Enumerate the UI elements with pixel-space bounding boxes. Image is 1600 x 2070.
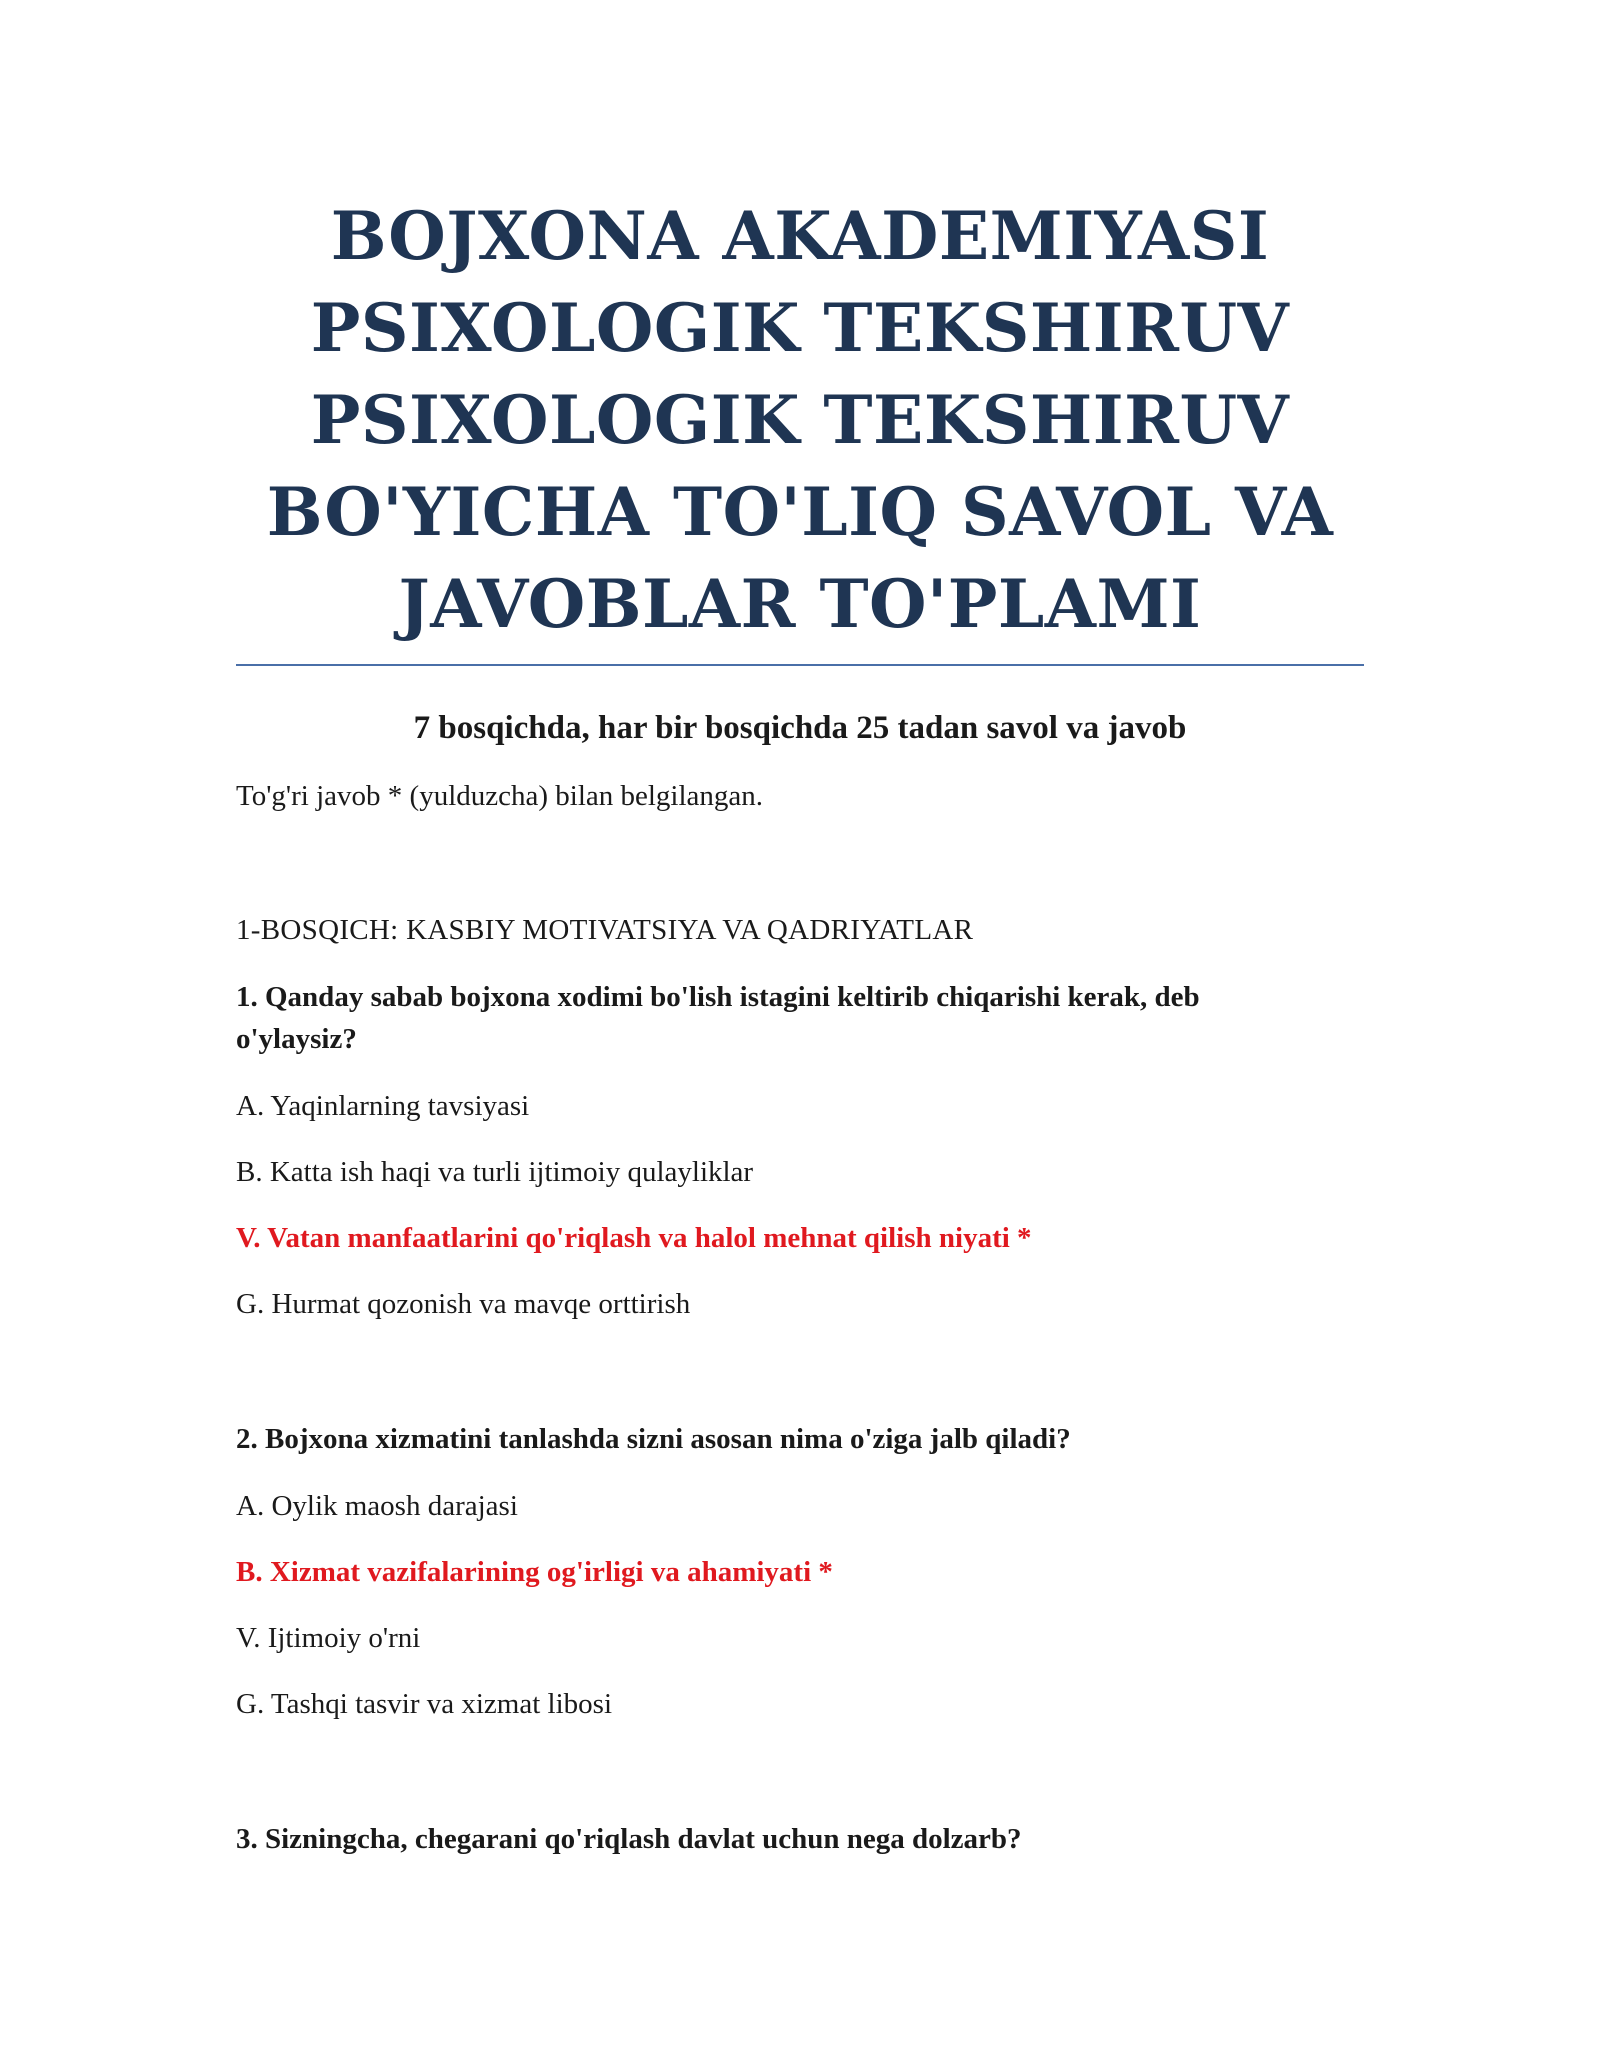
answer-option: A. Yaqinlarning tavsiyasi: [236, 1090, 530, 1122]
answer-option: B. Katta ish haqi va turli ijtimoiy qulayliklar: [236, 1156, 754, 1188]
title-line: BO'YICHA TO'LIQ SAVOL VA: [266, 473, 1334, 551]
question-block: [236, 1818, 1364, 1860]
question-text: 2. Bojxona xizmatini tanlashda sizni asosan nima o'ziga jalb qiladi?: [236, 1423, 1071, 1455]
answer-option: V. Ijtimoiy o'rni: [236, 1622, 421, 1654]
answer-option: A. Oylik maosh darajasi: [236, 1490, 518, 1522]
title-line: PSIXOLOGIK TEKSHIRUV: [310, 289, 1290, 367]
question-text: 3. Sizningcha, chegarani qo'riqlash davlat uchun nega dolzarb?: [236, 1823, 1022, 1855]
answer-key-note: To'g'ri javob * (yulduzcha) bilan belgilangan.: [236, 780, 764, 812]
answer-option: G. Tashqi tasvir va xizmat libosi: [236, 1688, 612, 1720]
correct-answer-option: B. Xizmat vazifalarining og'irligi va ahamiyati *: [236, 1556, 833, 1588]
document-subtitle: 7 bosqichda, har bir bosqichda 25 tadan savol va javob: [413, 710, 1187, 746]
title-line: BOJXONA AKADEMIYASI: [330, 197, 1270, 275]
answer-option: G. Hurmat qozonish va mavqe orttirish: [236, 1288, 691, 1320]
correct-answer-option: V. Vatan manfaatlarini qo'riqlash va halol mehnat qilish niyati *: [236, 1222, 1032, 1254]
question-block: [236, 1418, 1364, 1724]
section-heading: 1-BOSQICH: KASBIY MOTIVATSIYA VA QADRIYATLAR: [236, 914, 974, 946]
question-block: [236, 976, 1364, 1324]
document-page: [236, 190, 1364, 1860]
document-title: [236, 190, 1364, 666]
question-text: 1. Qanday sabab bojxona xodimi bo'lish istagini keltirib chiqarishi kerak, deb o'ylaysiz?: [236, 981, 1200, 1055]
title-line: PSIXOLOGIK TEKSHIRUV: [310, 381, 1290, 459]
title-line: JAVOBLAR TO'PLAMI: [398, 565, 1202, 643]
